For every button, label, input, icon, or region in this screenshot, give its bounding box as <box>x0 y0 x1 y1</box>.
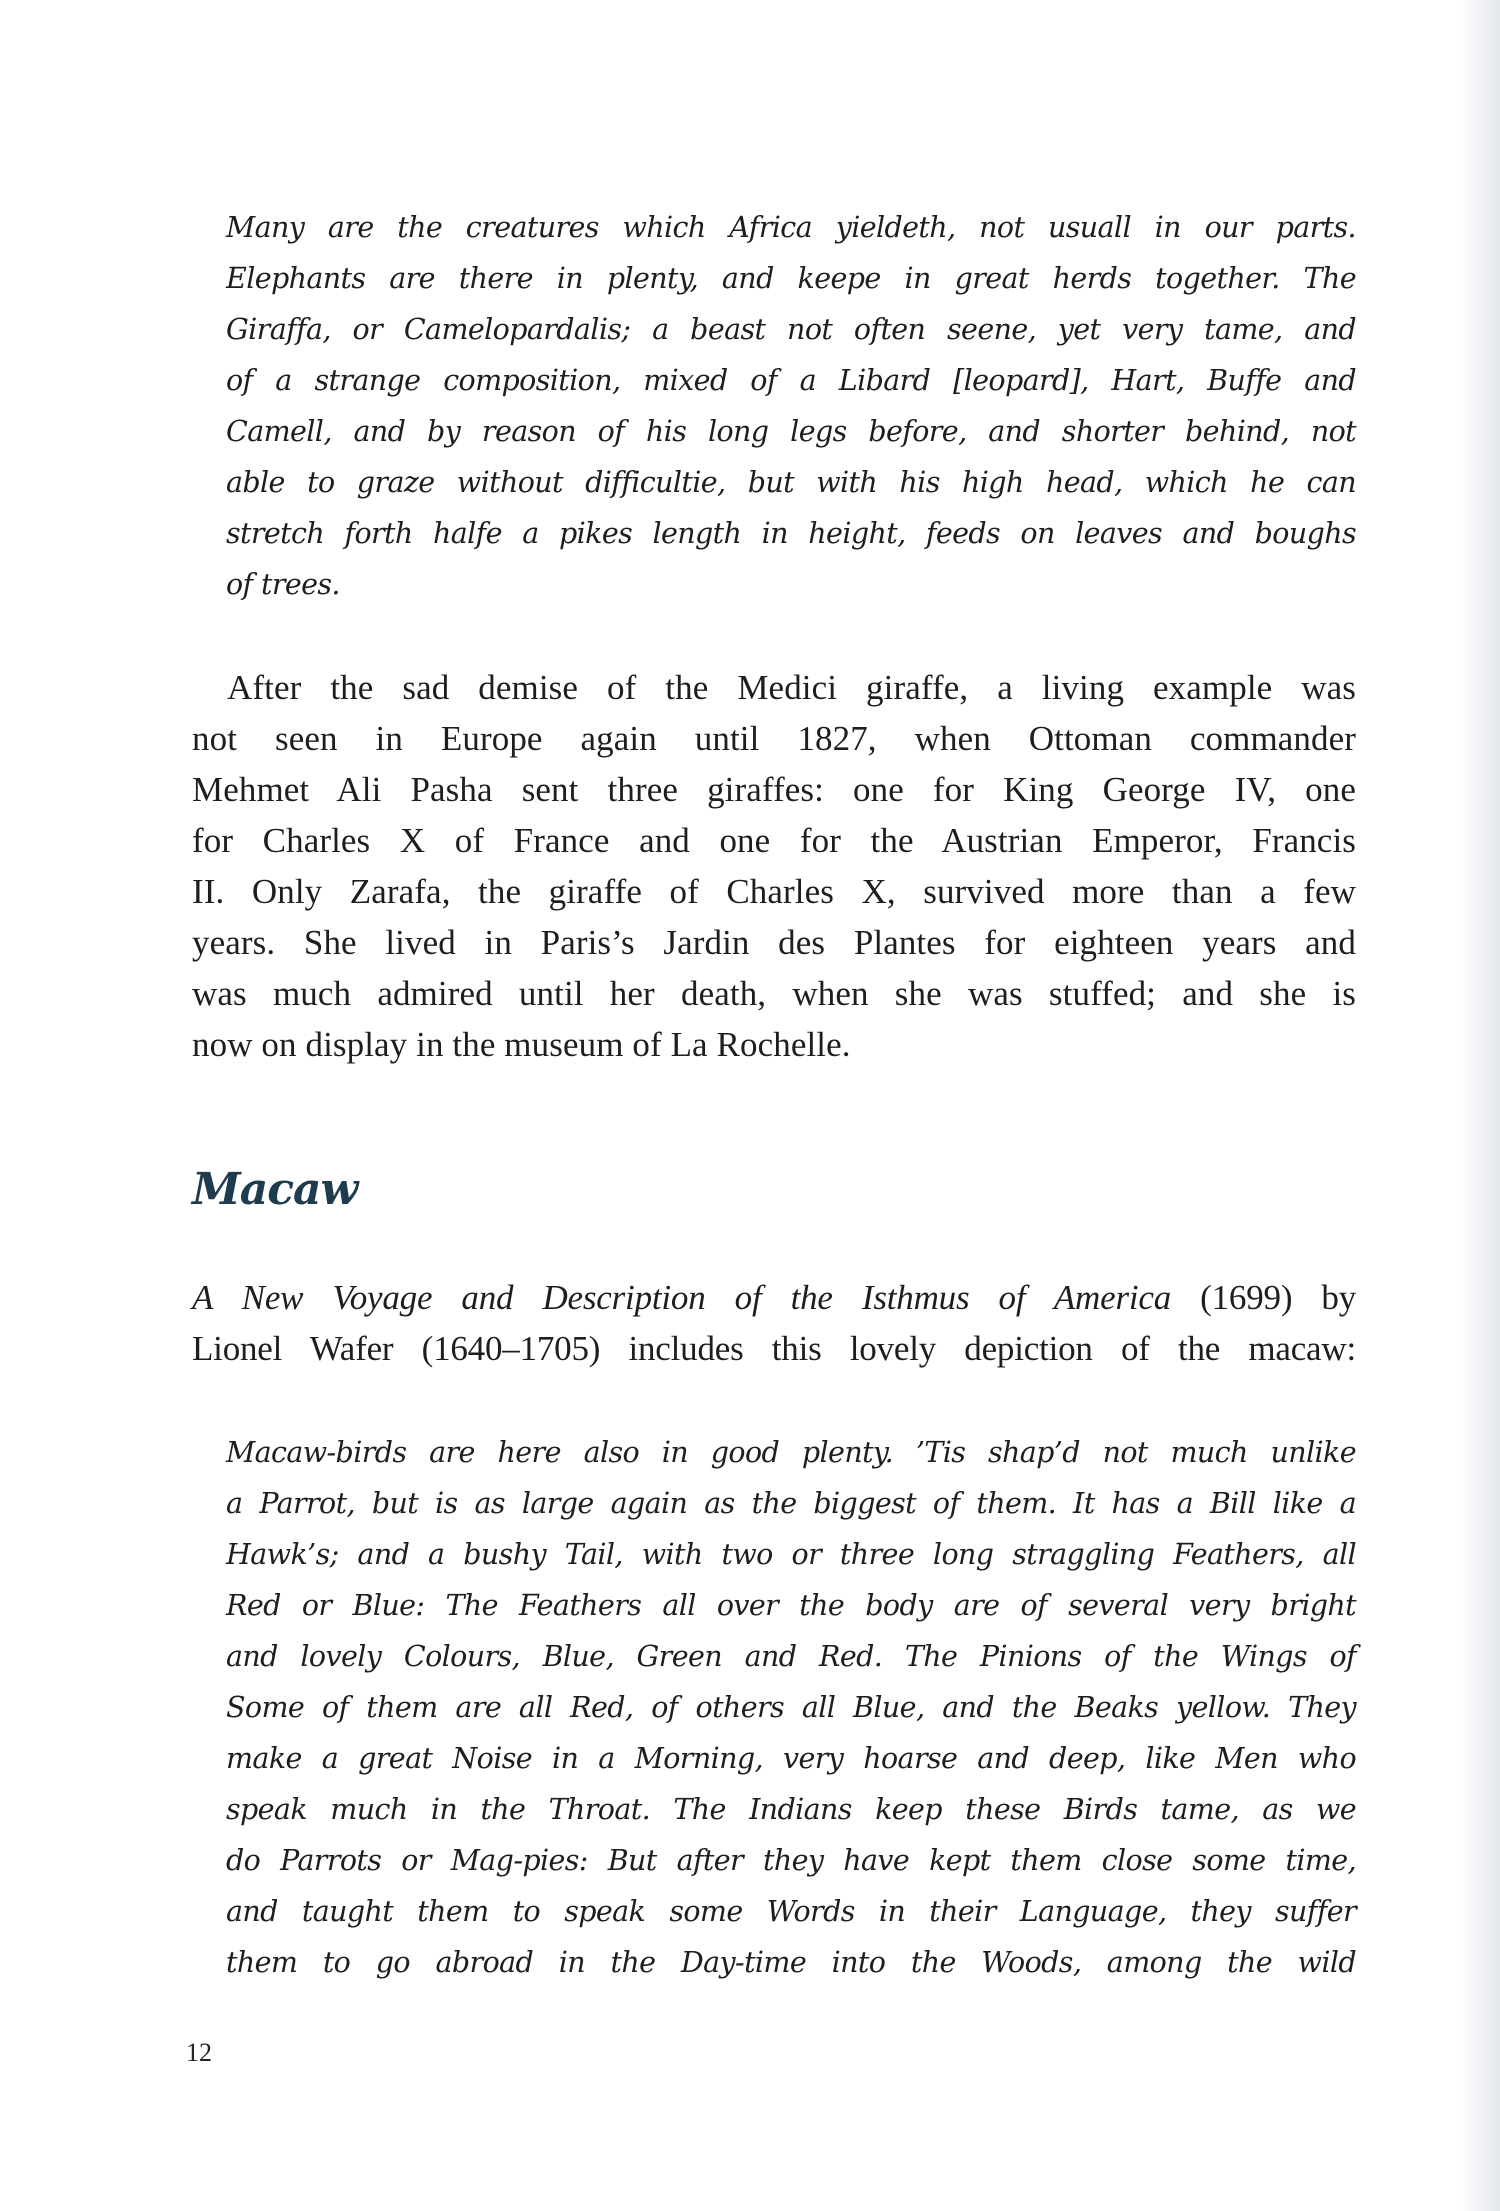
intro-line-rest: (1699) by <box>1171 1278 1357 1317</box>
book-title: A New Voyage and Description of the Isthmus of America <box>192 1278 1172 1317</box>
quote-line: a Parrot, but is as large again as the biggest of them. It has a Bill like a <box>226 1487 1356 1520</box>
paragraph-line: for Charles X of France and one for the Austrian Emperor, Francis <box>192 821 1356 860</box>
paragraph-line: was much admired until her death, when she was stuffed; and she is <box>192 974 1356 1013</box>
paragraph-line: now on display in the museum of La Rochelle. <box>192 1025 851 1064</box>
paragraph-line: not seen in Europe again until 1827, when Ottoman commander <box>192 719 1356 758</box>
page-number: 12 <box>186 2038 212 2067</box>
quote-line: able to graze without difficultie, but with his high head, which he can <box>226 466 1356 499</box>
quote-line: of trees. <box>226 568 340 601</box>
quote-line: Red or Blue: The Feathers all over the body are of several very bright <box>226 1589 1356 1622</box>
quote-line: and taught them to speak some Words in their Language, they suffer <box>226 1895 1356 1928</box>
quote-line: them to go abroad in the Day-time into the Woods, among the wild <box>226 1946 1356 1979</box>
intro-line <box>192 1278 1356 1318</box>
section-heading-macaw: Macaw <box>192 1164 358 1215</box>
quote-line: Macaw-birds are here also in good plenty. ’Tis shap’d not much unlike <box>226 1436 1356 1469</box>
quote-line: do Parrots or Mag-pies: But after they have kept them close some time, <box>226 1844 1356 1877</box>
paragraph-line: years. She lived in Paris’s Jardin des Plantes for eighteen years and <box>192 923 1356 962</box>
quote-line: Giraffa, or Camelopardalis; a beast not often seene, yet very tame, and <box>226 313 1356 346</box>
quote-line: Elephants are there in plenty, and keepe in great herds together. The <box>226 262 1356 295</box>
paragraph-line: Mehmet Ali Pasha sent three giraffes: one for King George IV, one <box>192 770 1356 809</box>
quote-line: Hawk’s; and a bushy Tail, with two or three long straggling Feathers, all <box>226 1538 1356 1571</box>
quote-line: stretch forth halfe a pikes length in height, feeds on leaves and boughs <box>226 517 1356 550</box>
intro-line: Lionel Wafer (1640–1705) includes this lovely depiction of the macaw: <box>192 1329 1356 1368</box>
paragraph-line: II. Only Zarafa, the giraffe of Charles X, survived more than a few <box>192 872 1356 911</box>
quote-line: Camell, and by reason of his long legs before, and shorter behind, not <box>226 415 1356 448</box>
paragraph-line: After the sad demise of the Medici giraffe, a living example was <box>227 668 1356 707</box>
quote-line: of a strange composition, mixed of a Libard [leopard], Hart, Buffe and <box>226 364 1356 397</box>
quote-line: Some of them are all Red, of others all Blue, and the Beaks yellow. They <box>226 1691 1356 1724</box>
page-spine-shadow <box>1460 0 1500 2211</box>
quote-line: speak much in the Throat. The Indians keep these Birds tame, as we <box>226 1793 1356 1826</box>
quote-line: and lovely Colours, Blue, Green and Red. The Pinions of the Wings of <box>226 1640 1356 1673</box>
quote-line: make a great Noise in a Morning, very hoarse and deep, like Men who <box>226 1742 1356 1775</box>
quote-line: Many are the creatures which Africa yieldeth, not usuall in our parts. <box>226 211 1356 244</box>
